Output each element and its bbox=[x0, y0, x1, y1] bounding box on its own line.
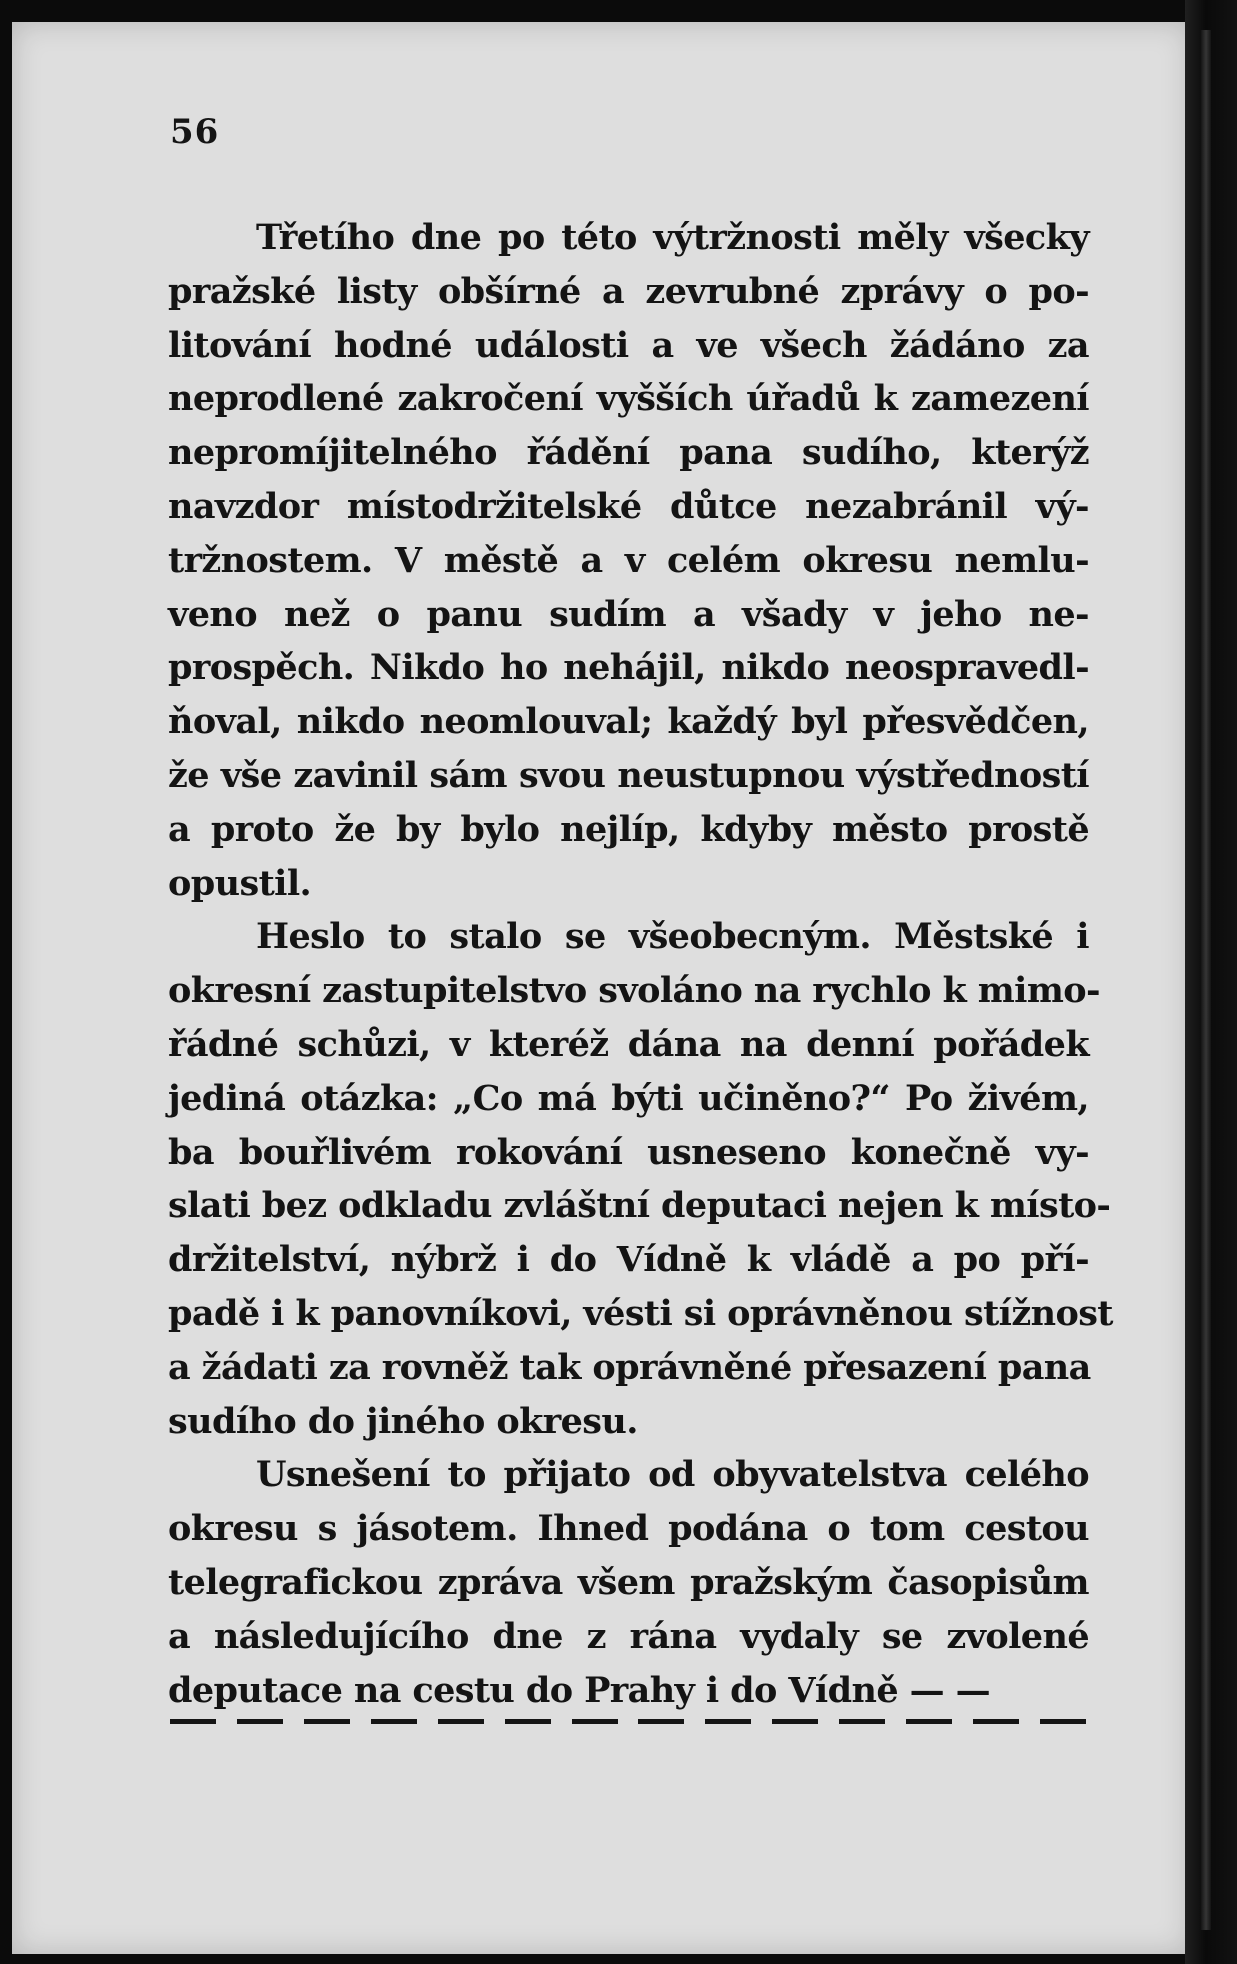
dash-mark bbox=[438, 1719, 484, 1724]
dash-mark bbox=[638, 1719, 684, 1724]
text-line: Usnešení to přijato od obyvatelstva celého bbox=[256, 1454, 1089, 1496]
section-end-dashes bbox=[170, 1719, 1086, 1729]
text-line: ba bouřlivém rokování usneseno konečně vy- bbox=[168, 1131, 1089, 1173]
text-line: opustil. bbox=[168, 862, 312, 904]
dash-mark bbox=[371, 1719, 417, 1724]
dash-mark bbox=[505, 1719, 551, 1724]
dash-mark bbox=[906, 1719, 952, 1724]
dash-mark bbox=[1040, 1719, 1086, 1724]
dash-mark bbox=[572, 1719, 618, 1724]
text-line: jediná otázka: „Co má býti učiněno?“ Po živém, bbox=[168, 1077, 1089, 1119]
text-line: litování hodné události a ve všech žádáno za bbox=[168, 324, 1089, 366]
text-line: pražské listy obšírné a zevrubné zprávy o po- bbox=[168, 270, 1089, 312]
dash-mark bbox=[973, 1719, 1019, 1724]
text-line: Třetího dne po této výtržnosti měly všecky bbox=[256, 217, 1089, 258]
text-line: navzdor místodržitelské důtce nezabránil vý- bbox=[168, 485, 1089, 527]
text-line: a proto že by bylo nejlíp, kdyby město prostě bbox=[168, 808, 1089, 850]
text-line: řádné schůzi, v kteréž dána na denní pořádek bbox=[168, 1023, 1089, 1065]
text-line: veno než o panu sudím a všady v jeho ne- bbox=[168, 593, 1089, 635]
text-line: a žádati za rovněž tak oprávněné přesazení pana bbox=[168, 1346, 1091, 1388]
book-spine-edge bbox=[1185, 0, 1237, 1964]
dash-mark bbox=[839, 1719, 885, 1724]
text-line: že vše zavinil sám svou neustupnou výstředností bbox=[168, 754, 1089, 796]
body-text bbox=[168, 211, 1113, 1717]
dash-mark bbox=[705, 1719, 751, 1724]
text-line: sudího do jiného okresu. bbox=[168, 1400, 638, 1442]
text-line: Heslo to stalo se všeobecným. Městské i bbox=[256, 916, 1089, 958]
text-line: a následujícího dne z rána vydaly se zvolené bbox=[168, 1615, 1089, 1657]
text-line: prospěch. Nikdo ho nehájil, nikdo neospravedl- bbox=[168, 647, 1089, 689]
dash-mark bbox=[772, 1719, 818, 1724]
dash-mark bbox=[237, 1719, 283, 1724]
text-line: padě i k panovníkovi, vésti si oprávněnou stížnost bbox=[168, 1292, 1113, 1334]
page-edge-highlight bbox=[1201, 30, 1211, 1930]
text-line: tržnostem. V městě a v celém okresu nemlu- bbox=[168, 539, 1089, 581]
text-line: deputace na cestu do Prahy i do Vídně — — bbox=[168, 1669, 990, 1711]
dash-mark bbox=[170, 1719, 216, 1724]
text-line: slati bez odkladu zvláštní deputaci nejen k místo- bbox=[168, 1185, 1111, 1227]
text-line: okresu s jásotem. Ihned podána o tom cestou bbox=[168, 1508, 1089, 1550]
page-number: 56 bbox=[170, 112, 220, 152]
text-line: držitelství, nýbrž i do Vídně k vládě a po pří- bbox=[168, 1239, 1089, 1281]
text-line: telegrafickou zpráva všem pražským časopisům bbox=[168, 1561, 1089, 1603]
text-line: nepromíjitelného řádění pana sudího, kterýž bbox=[168, 432, 1089, 474]
text-line: ňoval, nikdo neomlouval; každý byl přesvědčen, bbox=[168, 701, 1089, 743]
text-line: okresní zastupitelstvo svoláno na rychlo k mimo- bbox=[168, 970, 1100, 1012]
dash-mark bbox=[304, 1719, 350, 1724]
text-line: neprodlené zakročení vyšších úřadů k zamezení bbox=[168, 378, 1089, 420]
